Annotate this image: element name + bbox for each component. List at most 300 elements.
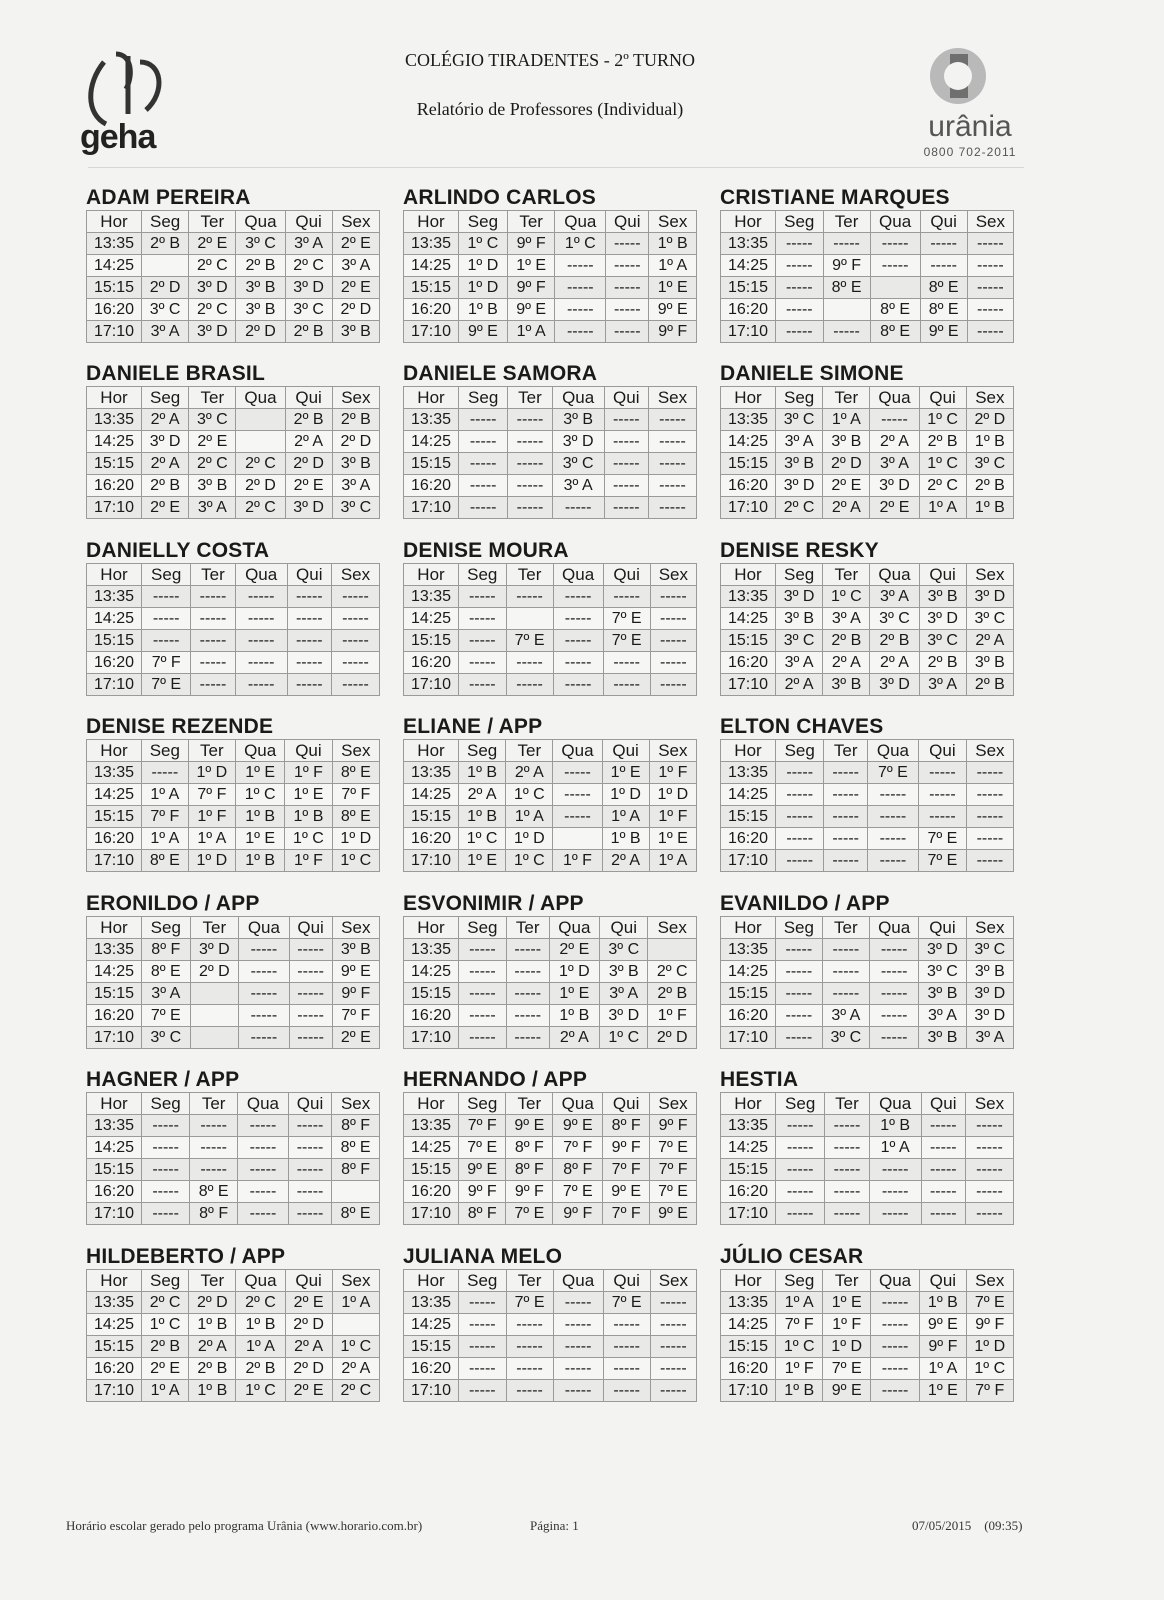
time-cell: 13:35 bbox=[404, 586, 459, 608]
class-cell: 7º E bbox=[142, 1005, 191, 1027]
column-header: Seg bbox=[459, 917, 507, 939]
class-cell: 1º C bbox=[142, 1314, 189, 1336]
column-header: Seg bbox=[776, 740, 824, 762]
schedule-row bbox=[87, 961, 380, 983]
column-header: Qua bbox=[870, 917, 919, 939]
class-cell: ----- bbox=[331, 674, 379, 696]
class-cell: 7º E bbox=[966, 1292, 1014, 1314]
time-cell: 16:20 bbox=[404, 652, 459, 674]
column-header: Sex bbox=[332, 1270, 379, 1292]
time-cell: 16:20 bbox=[87, 1181, 142, 1203]
class-cell: ----- bbox=[776, 784, 824, 806]
time-cell: 13:35 bbox=[721, 939, 776, 961]
class-cell: 3º B bbox=[823, 674, 870, 696]
class-cell: 9º F bbox=[649, 321, 697, 343]
class-cell: 2º B bbox=[142, 233, 189, 255]
column-header: Qua bbox=[239, 917, 289, 939]
time-cell: 15:15 bbox=[404, 1159, 459, 1181]
schedule-row bbox=[721, 850, 1014, 872]
time-cell: 14:25 bbox=[404, 961, 459, 983]
column-header: Sex bbox=[648, 917, 697, 939]
class-cell: 1º F bbox=[285, 850, 332, 872]
class-cell: ----- bbox=[555, 255, 606, 277]
teacher-name: HESTIA bbox=[720, 1068, 799, 1091]
schedule-row bbox=[87, 939, 380, 961]
class-cell: 3º A bbox=[776, 431, 823, 453]
time-cell: 16:20 bbox=[721, 299, 776, 321]
time-cell: 17:10 bbox=[721, 321, 776, 343]
column-header: Sex bbox=[648, 387, 696, 409]
class-cell: ----- bbox=[506, 674, 553, 696]
class-cell: 2º A bbox=[285, 431, 332, 453]
column-header: Ter bbox=[822, 917, 869, 939]
time-cell: 15:15 bbox=[721, 277, 776, 299]
class-cell: 2º A bbox=[189, 1336, 236, 1358]
time-cell: 14:25 bbox=[404, 431, 459, 453]
class-cell: 2º B bbox=[966, 475, 1013, 497]
geha-logo-text: geha bbox=[80, 118, 156, 156]
schedule-row bbox=[404, 630, 697, 652]
class-cell: ----- bbox=[288, 1137, 331, 1159]
class-cell: 1º B bbox=[236, 806, 285, 828]
class-cell bbox=[332, 1314, 379, 1336]
teacher-name: HERNANDO / APP bbox=[403, 1068, 588, 1091]
class-cell: 1º D bbox=[188, 762, 235, 784]
class-cell: ----- bbox=[824, 762, 867, 784]
column-header: Hor bbox=[721, 1093, 776, 1115]
time-cell: 13:35 bbox=[721, 586, 776, 608]
column-header: Seg bbox=[776, 1093, 825, 1115]
class-cell: ----- bbox=[331, 652, 379, 674]
class-cell: 7º E bbox=[506, 630, 553, 652]
column-header: Seg bbox=[459, 1093, 506, 1115]
class-cell: ----- bbox=[553, 1292, 603, 1314]
column-header: Qua bbox=[867, 740, 918, 762]
column-header: Ter bbox=[188, 740, 235, 762]
class-cell: ----- bbox=[604, 409, 648, 431]
class-cell: ----- bbox=[965, 1159, 1013, 1181]
schedule-table bbox=[86, 739, 380, 872]
class-cell: 3º D bbox=[966, 1005, 1013, 1027]
class-cell: ----- bbox=[822, 961, 869, 983]
column-header: Ter bbox=[189, 1270, 236, 1292]
class-cell: ----- bbox=[604, 497, 648, 519]
time-cell: 13:35 bbox=[404, 409, 459, 431]
teacher-schedule-block bbox=[720, 539, 1016, 696]
class-cell: 3º D bbox=[919, 608, 966, 630]
class-cell: 7º F bbox=[142, 652, 191, 674]
teacher-schedule-block bbox=[86, 539, 382, 696]
class-cell: ----- bbox=[235, 630, 287, 652]
schedule-row bbox=[404, 453, 697, 475]
class-cell: 3º C bbox=[966, 608, 1013, 630]
class-cell: 9º F bbox=[966, 1314, 1014, 1336]
class-cell: 3º C bbox=[189, 409, 236, 431]
column-header: Qui bbox=[919, 564, 966, 586]
class-cell: 1º D bbox=[602, 784, 649, 806]
class-cell: ----- bbox=[870, 1380, 919, 1402]
column-header: Sex bbox=[965, 1093, 1013, 1115]
class-cell: 2º C bbox=[236, 1292, 285, 1314]
class-cell: 3º D bbox=[919, 939, 966, 961]
class-cell: 7º F bbox=[650, 1159, 697, 1181]
column-header: Hor bbox=[404, 1093, 459, 1115]
time-cell: 15:15 bbox=[404, 630, 459, 652]
column-header: Seg bbox=[142, 387, 189, 409]
class-cell: 2º C bbox=[285, 255, 332, 277]
class-cell: 2º A bbox=[506, 762, 553, 784]
class-cell: 1º C bbox=[919, 453, 966, 475]
teacher-name: ESVONIMIR / APP bbox=[403, 892, 584, 915]
class-cell: 1º C bbox=[236, 784, 285, 806]
class-cell: 2º C bbox=[189, 255, 236, 277]
class-cell: 9º E bbox=[649, 299, 697, 321]
class-cell: ----- bbox=[776, 1027, 823, 1049]
class-cell: ----- bbox=[650, 1358, 696, 1380]
time-cell: 17:10 bbox=[721, 497, 776, 519]
teacher-schedule-block bbox=[86, 715, 382, 872]
column-header: Sex bbox=[650, 1093, 697, 1115]
schedule-header-row bbox=[721, 564, 1014, 586]
schedule-table bbox=[403, 386, 697, 519]
class-cell: ----- bbox=[824, 806, 867, 828]
class-cell: ----- bbox=[142, 1137, 190, 1159]
class-cell: ----- bbox=[190, 1115, 238, 1137]
class-cell: ----- bbox=[776, 277, 824, 299]
schedule-row bbox=[721, 431, 1014, 453]
time-cell: 13:35 bbox=[404, 762, 459, 784]
schedule-row bbox=[87, 1137, 380, 1159]
class-cell: 9º E bbox=[459, 1159, 506, 1181]
class-cell: 1º A bbox=[869, 1137, 921, 1159]
schedule-row bbox=[721, 1203, 1014, 1225]
schedule-row bbox=[721, 1380, 1014, 1402]
class-cell: ----- bbox=[239, 1005, 289, 1027]
time-cell: 17:10 bbox=[404, 1203, 459, 1225]
teacher-name: ELIANE / APP bbox=[403, 715, 543, 738]
column-header: Ter bbox=[825, 1093, 869, 1115]
class-cell: 3º C bbox=[600, 939, 648, 961]
class-cell: ----- bbox=[235, 674, 287, 696]
class-cell: 2º A bbox=[870, 652, 919, 674]
class-cell: ----- bbox=[459, 475, 508, 497]
class-cell: ----- bbox=[604, 431, 648, 453]
column-header: Sex bbox=[332, 211, 379, 233]
column-header: Qui bbox=[919, 387, 966, 409]
column-header: Hor bbox=[404, 211, 459, 233]
class-cell: 3º C bbox=[870, 608, 919, 630]
schedule-row bbox=[721, 1159, 1014, 1181]
class-cell: ----- bbox=[825, 1159, 869, 1181]
column-header: Sex bbox=[331, 564, 379, 586]
column-header: Sex bbox=[649, 211, 697, 233]
column-header: Sex bbox=[332, 917, 379, 939]
class-cell: ----- bbox=[238, 1115, 289, 1137]
class-cell: 2º E bbox=[332, 233, 379, 255]
schedule-row bbox=[721, 1292, 1014, 1314]
class-cell: ----- bbox=[459, 1005, 507, 1027]
schedule-row bbox=[721, 497, 1014, 519]
class-cell: 7º F bbox=[776, 1314, 823, 1336]
class-cell: ----- bbox=[289, 983, 332, 1005]
teacher-name: ARLINDO CARLOS bbox=[403, 186, 596, 209]
schedule-row bbox=[404, 784, 697, 806]
teacher-name: DANIELE BRASIL bbox=[86, 362, 265, 385]
time-cell: 14:25 bbox=[87, 431, 142, 453]
class-cell: ----- bbox=[966, 828, 1013, 850]
class-cell: ----- bbox=[966, 784, 1013, 806]
class-cell: 3º A bbox=[142, 321, 189, 343]
column-header: Sex bbox=[332, 387, 379, 409]
class-cell: ----- bbox=[650, 1336, 696, 1358]
class-cell: ----- bbox=[870, 961, 919, 983]
schedule-header-row bbox=[721, 917, 1014, 939]
class-cell: 8º F bbox=[332, 1115, 380, 1137]
column-header: Qui bbox=[287, 564, 331, 586]
schedule-header-row bbox=[87, 387, 380, 409]
class-cell: 3º B bbox=[919, 586, 966, 608]
schedule-header-row bbox=[404, 387, 697, 409]
class-cell: 9º F bbox=[507, 277, 555, 299]
teacher-schedule-block bbox=[403, 1068, 699, 1225]
column-header: Qua bbox=[236, 387, 285, 409]
time-cell: 17:10 bbox=[87, 1203, 142, 1225]
schedule-row bbox=[404, 1137, 697, 1159]
class-cell: ----- bbox=[648, 431, 696, 453]
footer-generator: Horário escolar gerado pelo programa Urânia (www.horario.com.br) bbox=[66, 1518, 423, 1533]
column-header: Ter bbox=[508, 387, 552, 409]
class-cell: ----- bbox=[459, 1027, 507, 1049]
class-cell: 1º A bbox=[506, 806, 553, 828]
class-cell: 1º B bbox=[189, 1380, 236, 1402]
column-header: Hor bbox=[404, 387, 459, 409]
time-cell: 14:25 bbox=[87, 1314, 142, 1336]
column-header: Seg bbox=[142, 564, 191, 586]
class-cell: ----- bbox=[606, 233, 649, 255]
column-header: Sex bbox=[649, 740, 696, 762]
class-cell: 8º F bbox=[506, 1137, 553, 1159]
time-cell: 15:15 bbox=[87, 1159, 142, 1181]
column-header: Sex bbox=[966, 740, 1013, 762]
class-cell: ----- bbox=[459, 1314, 507, 1336]
column-header: Hor bbox=[721, 564, 776, 586]
class-cell: ----- bbox=[459, 1292, 507, 1314]
column-header: Qua bbox=[553, 1270, 603, 1292]
class-cell: ----- bbox=[553, 1380, 603, 1402]
time-cell: 13:35 bbox=[87, 1292, 142, 1314]
schedule-row bbox=[404, 497, 697, 519]
class-cell: ----- bbox=[648, 475, 696, 497]
class-cell: 8º F bbox=[553, 1159, 603, 1181]
class-cell: 3º A bbox=[919, 674, 966, 696]
class-cell: 2º C bbox=[776, 497, 823, 519]
class-cell: ----- bbox=[191, 674, 235, 696]
time-cell: 17:10 bbox=[87, 850, 142, 872]
class-cell: 3º C bbox=[142, 1027, 191, 1049]
column-header: Sex bbox=[650, 564, 696, 586]
class-cell: 1º F bbox=[648, 1005, 697, 1027]
class-cell: 1º F bbox=[553, 850, 602, 872]
schedule-row bbox=[721, 586, 1014, 608]
schedule-row bbox=[721, 1314, 1014, 1336]
class-cell: ----- bbox=[459, 608, 507, 630]
column-header: Sex bbox=[966, 1270, 1014, 1292]
class-cell: 3º D bbox=[966, 983, 1013, 1005]
class-cell: ----- bbox=[825, 1137, 869, 1159]
class-cell: 3º B bbox=[236, 277, 285, 299]
class-cell: 3º A bbox=[822, 1005, 869, 1027]
schedule-row bbox=[721, 806, 1014, 828]
column-header: Qui bbox=[920, 1270, 966, 1292]
time-cell: 13:35 bbox=[87, 233, 142, 255]
schedule-row bbox=[721, 828, 1014, 850]
class-cell: ----- bbox=[603, 1336, 650, 1358]
class-cell: ----- bbox=[870, 1005, 919, 1027]
class-cell: ----- bbox=[331, 608, 379, 630]
class-cell: 2º A bbox=[776, 674, 823, 696]
schedule-row bbox=[721, 233, 1014, 255]
column-header: Qua bbox=[553, 740, 602, 762]
class-cell: 8º E bbox=[142, 961, 191, 983]
schedule-row bbox=[404, 1181, 697, 1203]
time-cell: 15:15 bbox=[721, 806, 776, 828]
class-cell: 1º F bbox=[823, 1314, 870, 1336]
column-header: Hor bbox=[87, 387, 142, 409]
class-cell: ----- bbox=[967, 321, 1013, 343]
column-header: Seg bbox=[142, 1270, 189, 1292]
class-cell: ----- bbox=[966, 850, 1013, 872]
class-cell: ----- bbox=[918, 806, 966, 828]
class-cell: 8º E bbox=[332, 1137, 380, 1159]
schedule-table bbox=[86, 1269, 380, 1402]
class-cell: ----- bbox=[331, 586, 379, 608]
class-cell: 8º E bbox=[142, 850, 189, 872]
class-cell: ----- bbox=[869, 1181, 921, 1203]
class-cell: 1º B bbox=[285, 806, 332, 828]
column-header: Qui bbox=[602, 740, 649, 762]
class-cell: 3º B bbox=[966, 961, 1013, 983]
class-cell: ----- bbox=[287, 652, 331, 674]
class-cell: 9º E bbox=[920, 321, 967, 343]
class-cell: ----- bbox=[776, 321, 824, 343]
class-cell: ----- bbox=[822, 939, 869, 961]
class-cell: ----- bbox=[506, 652, 553, 674]
class-cell: 1º B bbox=[459, 806, 506, 828]
class-cell: 1º B bbox=[236, 1314, 285, 1336]
schedule-row bbox=[721, 277, 1014, 299]
class-cell: 2º C bbox=[236, 497, 285, 519]
teacher-schedule-block bbox=[720, 362, 1016, 519]
time-cell: 14:25 bbox=[87, 961, 142, 983]
column-header: Qui bbox=[288, 1093, 331, 1115]
time-cell: 17:10 bbox=[721, 1380, 776, 1402]
time-cell: 15:15 bbox=[404, 453, 459, 475]
class-cell: 9º F bbox=[553, 1203, 603, 1225]
column-header: Ter bbox=[506, 564, 553, 586]
schedule-header-row bbox=[404, 564, 697, 586]
class-cell: ----- bbox=[142, 1181, 190, 1203]
class-cell: ----- bbox=[776, 939, 823, 961]
column-header: Hor bbox=[404, 917, 459, 939]
class-cell: ----- bbox=[965, 1203, 1013, 1225]
class-cell: 1º B bbox=[869, 1115, 921, 1137]
time-cell: 14:25 bbox=[721, 255, 776, 277]
class-cell: 2º D bbox=[823, 453, 870, 475]
schedule-row bbox=[404, 255, 697, 277]
class-cell: 1º A bbox=[507, 321, 555, 343]
class-cell: 9º E bbox=[332, 961, 379, 983]
class-cell: 3º B bbox=[332, 321, 379, 343]
column-header: Seg bbox=[459, 387, 508, 409]
schedule-row bbox=[87, 608, 380, 630]
schedule-row bbox=[404, 608, 697, 630]
class-cell: 3º A bbox=[332, 255, 379, 277]
teacher-name: DANIELE SIMONE bbox=[720, 362, 904, 385]
teacher-name: ERONILDO / APP bbox=[86, 892, 260, 915]
schedule-header-row bbox=[87, 564, 380, 586]
class-cell: 7º E bbox=[459, 1137, 506, 1159]
schedule-row bbox=[404, 475, 697, 497]
class-cell: ----- bbox=[776, 255, 824, 277]
class-cell: ----- bbox=[648, 497, 696, 519]
time-cell: 15:15 bbox=[87, 277, 142, 299]
column-header: Sex bbox=[332, 1093, 380, 1115]
class-cell: 2º E bbox=[142, 1358, 189, 1380]
class-cell: ----- bbox=[776, 1005, 823, 1027]
class-cell: 7º E bbox=[918, 850, 966, 872]
schedule-row bbox=[721, 674, 1014, 696]
schedule-header-row bbox=[87, 1270, 380, 1292]
column-header: Seg bbox=[142, 211, 189, 233]
schedule-row bbox=[87, 630, 380, 652]
schedule-row bbox=[87, 497, 380, 519]
class-cell: ----- bbox=[918, 784, 966, 806]
class-cell: 1º E bbox=[549, 983, 599, 1005]
time-cell: 17:10 bbox=[721, 674, 776, 696]
class-cell: ----- bbox=[459, 1336, 507, 1358]
class-cell: ----- bbox=[776, 983, 823, 1005]
schedule-row bbox=[87, 652, 380, 674]
class-cell: 2º E bbox=[332, 1027, 379, 1049]
class-cell: 1º E bbox=[459, 850, 506, 872]
class-cell: 3º A bbox=[823, 608, 870, 630]
class-cell: 3º B bbox=[776, 453, 823, 475]
class-cell: ----- bbox=[606, 277, 649, 299]
time-cell: 17:10 bbox=[87, 497, 142, 519]
class-cell: ----- bbox=[870, 1027, 919, 1049]
footer-page-number: Página: 1 bbox=[530, 1518, 579, 1533]
class-cell: 1º A bbox=[142, 1380, 189, 1402]
class-cell: 8º E bbox=[920, 277, 967, 299]
class-cell: ----- bbox=[603, 586, 650, 608]
column-header: Hor bbox=[721, 387, 776, 409]
time-cell: 17:10 bbox=[404, 674, 459, 696]
column-header: Ter bbox=[190, 1093, 238, 1115]
time-cell: 17:10 bbox=[721, 1027, 776, 1049]
class-cell: 1º A bbox=[188, 828, 235, 850]
schedule-header-row bbox=[721, 1093, 1014, 1115]
class-cell: 2º D bbox=[285, 1314, 332, 1336]
class-cell: 1º D bbox=[332, 828, 379, 850]
schedule-row bbox=[87, 299, 380, 321]
class-cell: 1º E bbox=[823, 1292, 870, 1314]
schedule-row bbox=[404, 961, 697, 983]
time-cell: 16:20 bbox=[404, 1358, 459, 1380]
class-cell: ----- bbox=[459, 652, 507, 674]
teacher-name: ELTON CHAVES bbox=[720, 715, 884, 738]
schedule-header-row bbox=[404, 1270, 697, 1292]
class-cell: 3º D bbox=[552, 431, 604, 453]
